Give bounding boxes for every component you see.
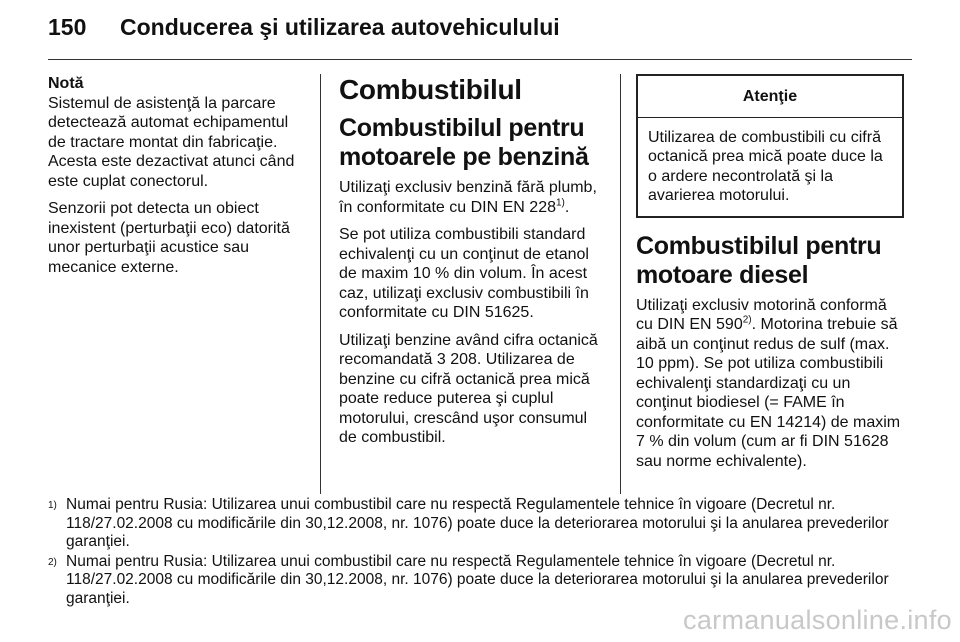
footnote-1: 1) Numai pentru Rusia: Utilizarea unui combustibil care nu respectă Regulamentele tehnice în vigoare (Decretul nr. 118/27.02.2008 cu modificările din 30,12.2008, nr. 1076) poate duce la deteriorarea motorului şi la anularea prevederilor garanţiei. xyxy=(48,496,889,550)
diesel-text: Utilizaţi exclusiv motorină conformă cu DIN EN 590 xyxy=(636,296,887,333)
footnote-2: 2) Numai pentru Rusia: Utilizarea unui combustibil care nu respectă Regulamentele tehnice în vigoare (Decretul nr. 118/27.02.2008 cu modificările din 30,12.2008, nr. 1076) poate duce la deteriorarea motorului şi la anularea prevederilor garanţiei. xyxy=(48,552,889,607)
diesel-paragraph xyxy=(636,296,904,472)
petrol-paragraph-2: Se pot utiliza combustibili standard echivalenţi cu un conţinut de etanol de maxim 10 % din volum. În acest caz, utilizaţi exclusiv combustibili în conformitate cu DIN 51625. xyxy=(339,226,589,321)
column-right xyxy=(636,74,904,479)
column-divider-2 xyxy=(620,74,621,494)
note-block xyxy=(48,74,310,191)
column-divider-1 xyxy=(320,74,321,494)
warning-text: Utilizarea de combustibili cu cifră octanică prea mică poate duce la o ardere necontrolată şi la avarierea motorului. xyxy=(648,128,883,204)
diesel-text-rest: . Motorina trebuie să aibă un conţinut redus de sulf (max. 10 ppm). Se pot utiliza combustibili echivalenţi standardizaţi cu un conţinut biodiesel (= FAME în conformitate cu EN 14214) de maxim 7 % din volum (cum ar fi DIN 51628 sau norme echivalente). xyxy=(636,316,901,470)
warning-title: Atenţie xyxy=(638,76,902,118)
page-number: 150 xyxy=(48,14,87,40)
note-text: Sistemul de asistenţă la parcare detectează automat echipamentul de tractare montat din fabricaţie. Acesta este dezactivat atunci când este cuplat conectorul. xyxy=(48,94,295,190)
petrol-paragraph-1 xyxy=(339,178,605,217)
octane-text: Utilizaţi benzine având cifra octanică recomandată xyxy=(339,331,598,368)
column-middle xyxy=(339,74,605,456)
footnote-text: Numai pentru Rusia: Utilizarea unui combustibil care nu respectă Regulamentele tehnice în vigoare (Decretul nr. 118/27.02.2008 cu modificările din 30,12.2008, nr. 1076) poate duce la deteriorarea motorului şi la anularea prevederilor garanţiei. xyxy=(66,496,889,550)
footnote-text: Numai pentru Rusia: Utilizarea unui combustibil care nu respectă Regulamentele tehnice în vigoare (Decretul nr. 118/27.02.2008 cu modificările din 30,12.2008, nr. 1076) poate duce la deteriorarea motorului şi la anularea prevederilor garanţiei. xyxy=(66,552,889,607)
footnote-ref-1[interactable]: 1) xyxy=(555,197,565,209)
watermark: carmanualsonline.info xyxy=(683,605,952,635)
octane-text-rest: 208. Utilizarea de benzine cu cifră octanică prea mică poate reduce puterea şi cuplul motorului, crescând uşor consumul de combustibil. xyxy=(339,351,590,446)
page-title: Conducerea şi utilizarea autovehiculului xyxy=(120,14,560,40)
page-reference-icon[interactable]: 3 xyxy=(436,351,446,368)
sensor-paragraph: Senzorii pot detecta un obiect inexistent (perturbaţii eco) datorită unor perturbaţii acustice sau mecanice externe. xyxy=(48,200,290,276)
warning-box xyxy=(636,74,904,218)
note-label: Notă xyxy=(48,75,84,92)
page-header xyxy=(48,10,912,50)
petrol-paragraph-3 xyxy=(339,331,605,448)
petrol-text-end: . xyxy=(564,198,570,216)
header-divider xyxy=(48,59,912,60)
section-heading-fuel: Combustibilul xyxy=(339,74,522,105)
petrol-text: Utilizaţi exclusiv benzină fără plumb, în conformitate cu DIN EN 228 xyxy=(339,179,597,216)
footnote-ref-2[interactable]: 2) xyxy=(742,314,752,326)
footnotes xyxy=(48,496,910,609)
subheading-petrol: Combustibilul pentru motoarele pe benzină xyxy=(339,114,589,171)
column-left xyxy=(48,74,310,285)
subheading-diesel: Combustibilul pentru motoare diesel xyxy=(636,231,882,289)
